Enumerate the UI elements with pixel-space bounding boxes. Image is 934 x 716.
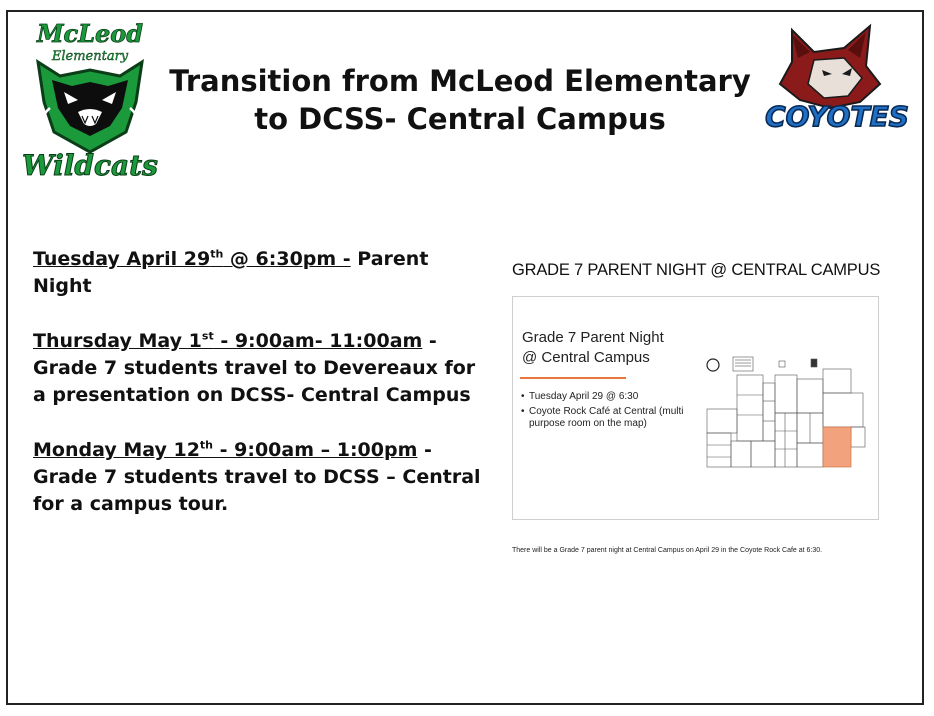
event-list — [33, 246, 493, 518]
slide-bullet: • Coyote Rock Café at Central (multi purpose room on the map) — [521, 406, 701, 430]
event-description: Parent Night — [33, 248, 429, 297]
slide-accent-rule — [520, 377, 626, 379]
event-date: Monday May 12th - 9:00am – 1:00pm — [33, 438, 418, 461]
event-item — [33, 328, 493, 409]
event-item — [33, 437, 493, 518]
logo-bottom-text: Wildcats — [22, 149, 158, 182]
slide-bullet: • Tuesday April 29 @ 6:30 — [521, 391, 701, 403]
coyotes-logo-text: COYOTES — [765, 100, 909, 133]
campus-floor-plan-map — [697, 349, 875, 477]
event-date: Thursday May 1st - 9:00am- 11:00am — [33, 329, 423, 352]
parent-night-caption: There will be a Grade 7 parent night at Central Campus on April 29 in the Coyote Rock Cafe at 6:30. — [512, 547, 823, 554]
coyote-rock-cafe-highlight — [823, 427, 851, 467]
title-line-2: to DCSS- Central Campus — [254, 102, 666, 136]
title-line-1: Transition from McLeod Elementary — [169, 64, 751, 98]
parent-night-slide — [512, 296, 879, 520]
event-description: - Grade 7 students travel to Devereaux for a presentation on DCSS- Central Campus — [33, 330, 476, 406]
slide-title: Grade 7 Parent Night @ Central Campus — [522, 329, 664, 366]
event-item — [33, 246, 493, 300]
page-title — [165, 62, 755, 138]
slide-bullet-list — [521, 391, 701, 433]
logo-middle-text: Elementary — [51, 49, 129, 64]
mcleod-wildcats-logo — [22, 19, 158, 182]
event-date: Tuesday April 29th @ 6:30pm - — [33, 247, 351, 270]
event-description: - Grade 7 students travel to DCSS – Central for a campus tour. — [33, 439, 481, 515]
parent-night-heading: GRADE 7 PARENT NIGHT @ CENTRAL CAMPUS — [512, 261, 881, 279]
logo-top-text: McLeod — [36, 19, 144, 48]
coyotes-logo — [752, 22, 922, 137]
